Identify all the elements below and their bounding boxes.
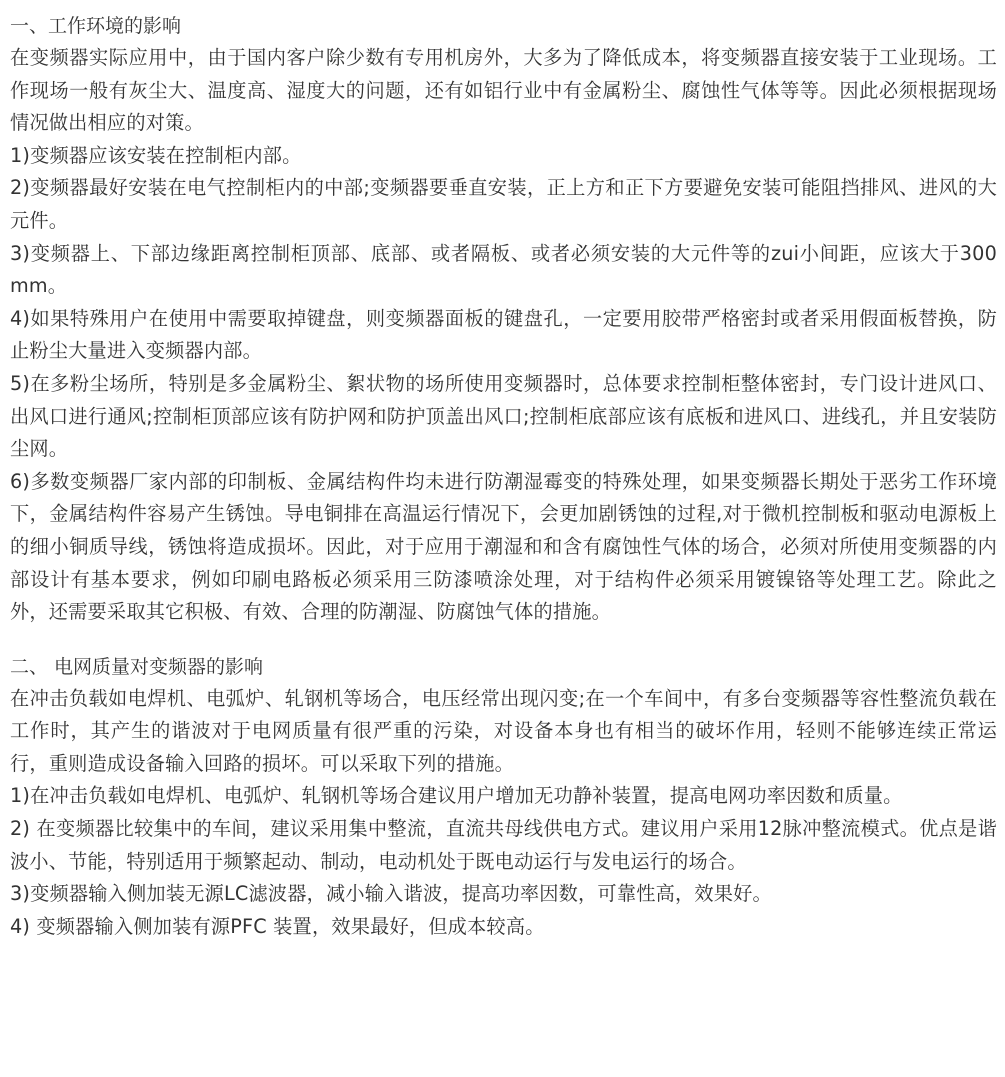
section2-item-3: 3)变频器输入侧加装无源LC滤波器，减小输入谐波，提高功率因数，可靠性高，效果好。 xyxy=(10,882,772,906)
section-spacer xyxy=(10,629,997,651)
section1-item-2: 2)变频器最好安装在电气控制柜内的中部;变频器要垂直安装，正上方和正下方要避免安装可能阻挡排风、进风的大元件。 xyxy=(10,176,997,232)
section1-item-3: 3)变频器上、下部边缘距离控制柜顶部、底部、或者隔板、或者必须安装的大元件等的zui小间距，应该大于300 mm。 xyxy=(10,241,997,298)
section2-item-2: 2) 在变频器比较集中的车间，建议采用集中整流，直流共母线供电方式。建议用户采用12脉冲整流模式。优点是谐波小、节能，特别适用于频繁起动、制动，电动机处于既电动运行与发电运行的场合。 xyxy=(10,817,997,873)
section1-item-4: 4)如果特殊用户在使用中需要取掉键盘，则变频器面板的键盘孔，一定要用胶带严格密封或者采用假面板替换，防止粉尘大量进入变频器内部。 xyxy=(10,306,997,363)
section1-item-5: 5)在多粉尘场所，特别是多金属粉尘、絮状物的场所使用变频器时，总体要求控制柜整体密封，专门设计进风口、出风口进行通风;控制柜顶部应该有防护网和防护顶盖出风口;控制柜底部应该有底板和进风口、进线孔，并且安装防尘网。 xyxy=(10,371,997,461)
section1-intro-paragraph: 在变频器实际应用中，由于国内客户除少数有专用机房外，大多为了降低成本，将变频器直接安装于工业现场。工作现场一般有灰尘大、温度高、湿度大的问题，还有如铝行业中有金属粉尘、腐蚀性气体等等。因此必须根据现场情况做出相应的对策。 xyxy=(10,46,997,135)
section2-item-1: 1)在冲击负载如电焊机、电弧炉、轧钢机等场合建议用户增加无功静补装置，提高电网功率因数和质量。 xyxy=(10,784,903,808)
section2-intro-paragraph: 在冲击负载如电焊机、电弧炉、轧钢机等场合，电压经常出现闪变;在一个车间中，有多台变频器等容性整流负载在工作时，其产生的谐波对于电网质量有很严重的污染，对设备本身也有相当的破坏作用，轻则不能够连续正常运行，重则造成设备输入回路的损坏。可以采取下列的措施。 xyxy=(10,686,997,775)
section2-heading: 二、 电网质量对变频器的影响 xyxy=(10,655,264,678)
section1-heading: 一、工作环境的影响 xyxy=(10,15,182,37)
section1-item-1: 1)变频器应该安装在控制柜内部。 xyxy=(10,143,302,167)
section1-item-6: 6)多数变频器厂家内部的印制板、金属结构件均未进行防潮湿霉变的特殊处理，如果变频器长期处于恶劣工作环境下，金属结构件容易产生锈蚀。导电铜排在高温运行情况下，会更加剧锈蚀的过程,对于微机控制板和驱动电源板上的细小铜质导线，锈蚀将造成损坏。因此，对于应用于潮湿和和含有腐蚀性气体的场合，必须对所使用变频器的内部设计有基本要求，例如印刷电路板必须采用三防漆喷涂处理，对于结构件必须采用镀镍铬等处理工艺。除此之外，还需要采取其它积极、有效、合理的防潮湿、防腐蚀气体的措施。 xyxy=(10,469,997,624)
section2-item-4: 4) 变频器输入侧加装有源PFC 装置，效果最好，但成本较高。 xyxy=(10,914,545,938)
